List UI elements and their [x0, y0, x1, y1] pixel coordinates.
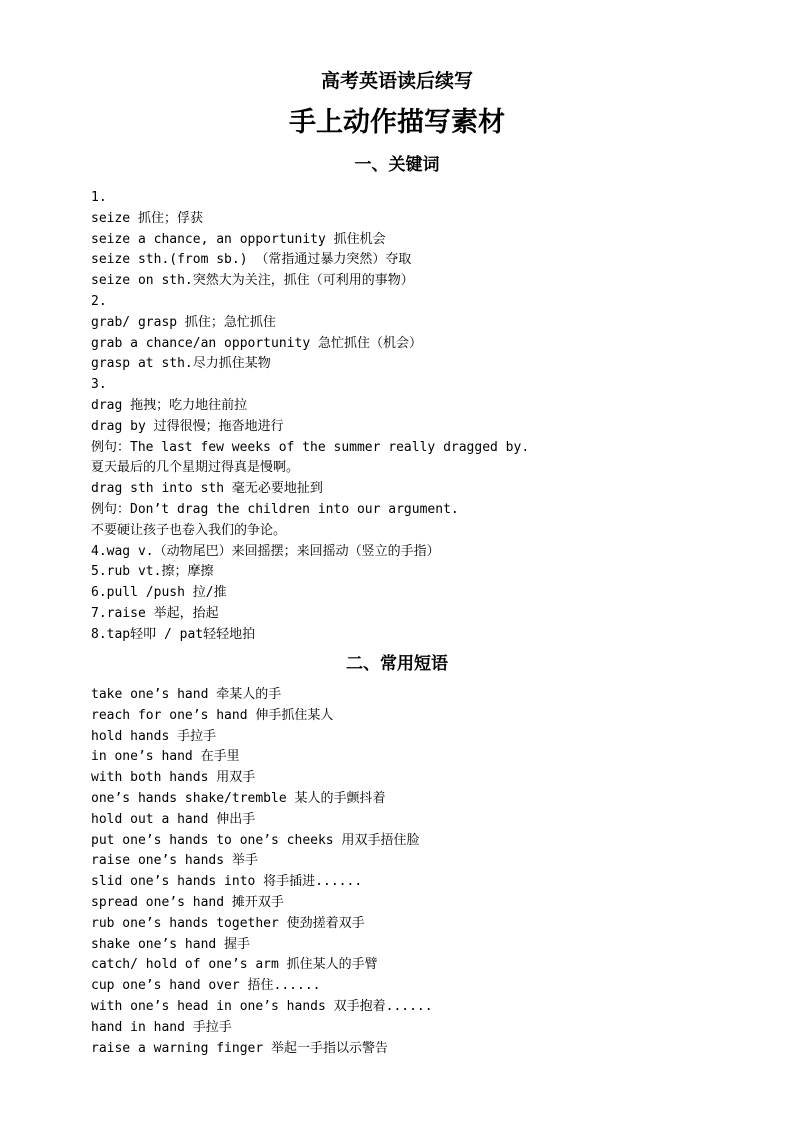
text-line: rub one’s hands together 使劲搓着双手 — [91, 915, 365, 931]
text-line: grab a chance/an opportunity 急忙抓住（机会） — [91, 335, 422, 351]
text-line: seize on sth.突然大为关注，抓住（可利用的事物） — [91, 273, 414, 289]
text-line: hold hands 手拉手 — [91, 728, 217, 744]
document-title: 高考英语读后续写 — [320, 70, 473, 92]
text-line: hand in hand 手拉手 — [91, 1019, 232, 1035]
text-line: slid one’s hands into 将手插进...... — [91, 874, 363, 890]
text-line: 7.raise 举起，抬起 — [91, 605, 219, 621]
text-line: catch/ hold of one’s arm 抓住某人的手臂 — [91, 957, 378, 973]
section-heading-phrases: 二、常用短语 — [346, 654, 448, 674]
text-line: with one’s head in one’s hands 双手抱着...... — [91, 998, 433, 1014]
text-line: 3. — [91, 377, 107, 393]
text-line: 2. — [91, 293, 107, 309]
text-line: in one’s hand 在手里 — [91, 749, 240, 765]
text-line: drag sth into sth 毫无必要地扯到 — [91, 481, 323, 497]
text-line: raise a warning finger 举起一手指以示警告 — [91, 1040, 389, 1056]
text-line: raise one’s hands 举手 — [91, 853, 258, 869]
text-line: 8.tap轻叩 / pat轻轻地拍 — [91, 626, 256, 642]
text-line: grab/ grasp 抓住；急忙抓住 — [91, 314, 276, 330]
text-line: grasp at sth.尽力抓住某物 — [91, 356, 271, 372]
document-subtitle: 手上动作描写素材 — [289, 107, 505, 138]
text-line: hold out a hand 伸出手 — [91, 811, 256, 827]
text-line: shake one’s hand 握手 — [91, 936, 251, 952]
text-line: with both hands 用双手 — [91, 770, 256, 786]
text-line: drag 拖拽；吃力地往前拉 — [91, 397, 248, 413]
text-line: 例句：The last few weeks of the summer really dragged by. — [91, 439, 530, 455]
phrases-list — [91, 685, 771, 1059]
section-heading-keywords: 一、关键词 — [354, 155, 440, 175]
keywords-list — [91, 188, 771, 646]
text-line: 5.rub vt.擦；摩擦 — [91, 564, 214, 580]
text-line: 不要硬让孩子也卷入我们的争论。 — [91, 522, 287, 538]
text-line: cup one’s hand over 捂住...... — [91, 978, 321, 994]
text-line: 例句：Don’t drag the children into our argument. — [91, 501, 459, 517]
text-line: 4.wag v.（动物尾巴）来回摇摆；来回摇动（竖立的手指） — [91, 543, 440, 559]
text-line: 1. — [91, 190, 107, 205]
text-line: reach for one’s hand 伸手抓住某人 — [91, 707, 334, 723]
text-line: seize sth.(from sb.) （常指通过暴力突然）夺取 — [91, 252, 412, 268]
text-line: take one’s hand 牵某人的手 — [91, 687, 282, 702]
text-line: 夏天最后的几个星期过得真是慢啊。 — [91, 460, 300, 476]
text-line: put one’s hands to one’s cheeks 用双手捂住脸 — [91, 832, 420, 848]
text-line: seize 抓住；俘获 — [91, 210, 203, 226]
text-line: seize a chance, an opportunity 抓住机会 — [91, 231, 386, 247]
text-line: 6.pull /push 拉/推 — [91, 585, 227, 601]
text-line: one’s hands shake/tremble 某人的手颤抖着 — [91, 790, 386, 806]
text-line: spread one’s hand 摊开双手 — [91, 894, 284, 910]
text-line: drag by 过得很慢；拖沓地进行 — [91, 418, 284, 434]
